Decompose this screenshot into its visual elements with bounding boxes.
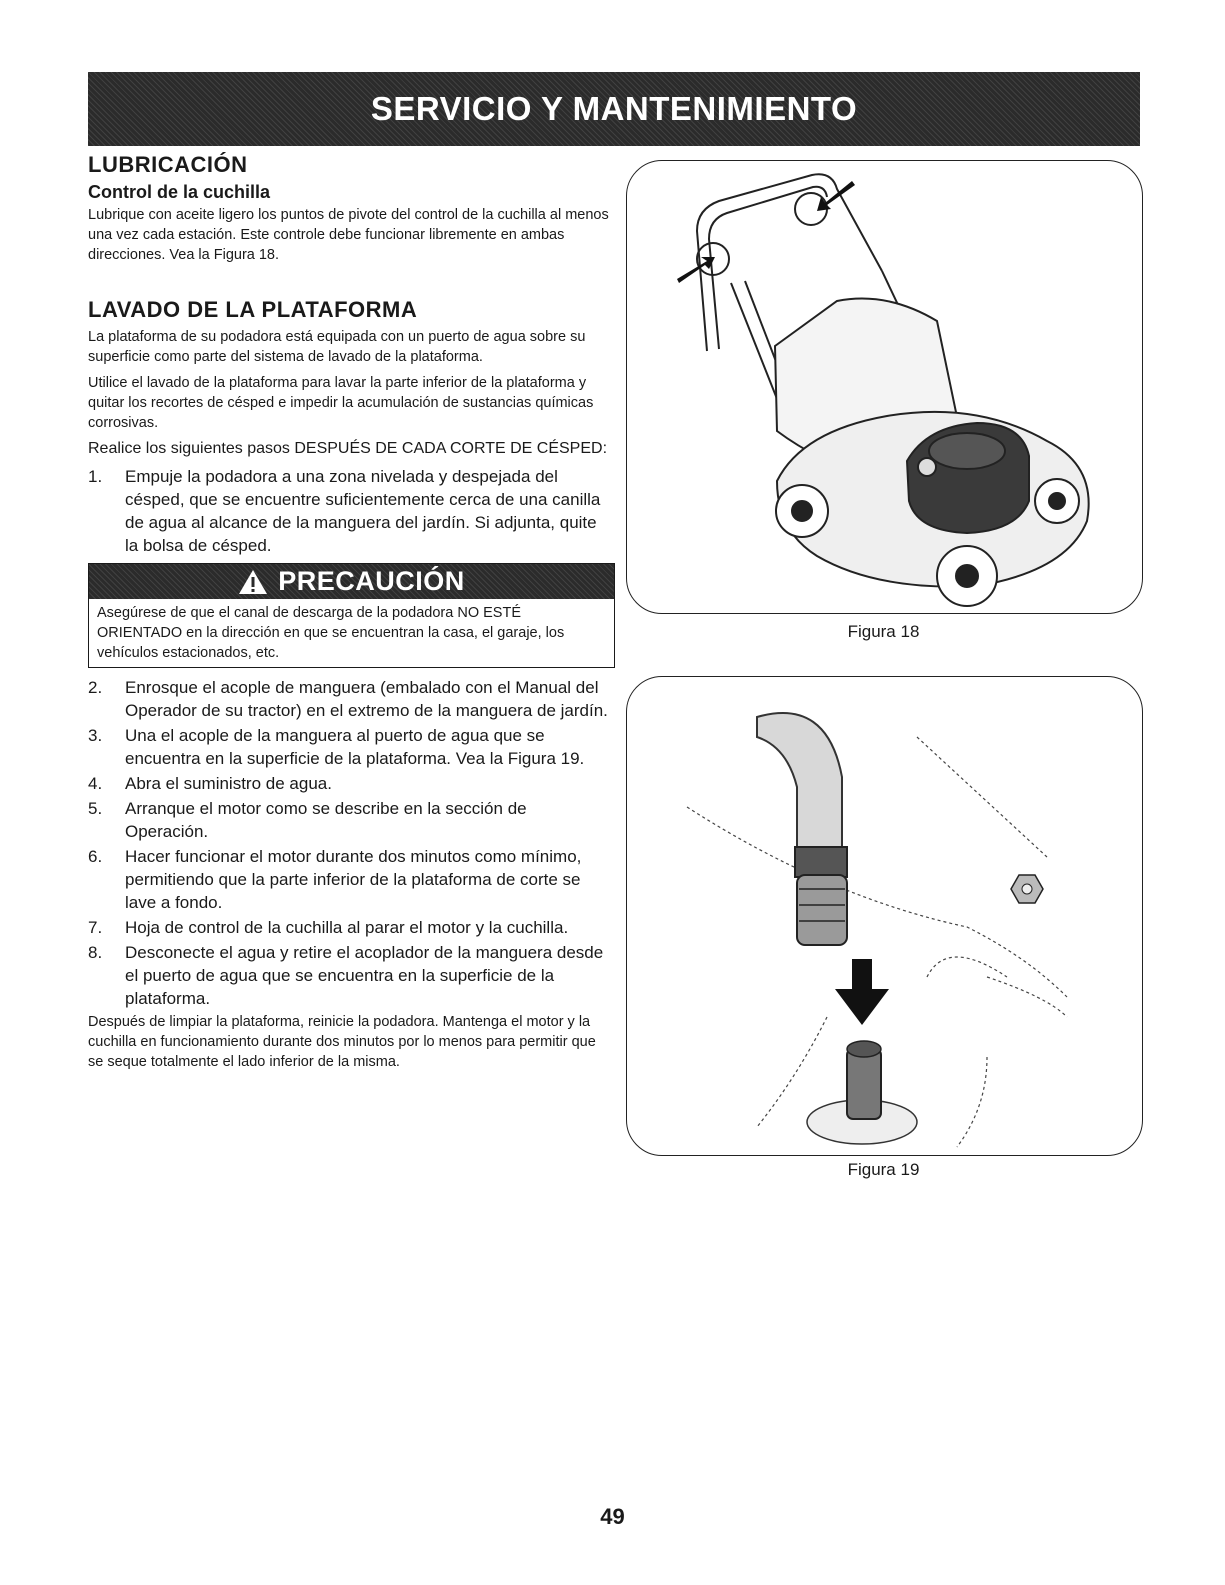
lawn-mower-illustration bbox=[627, 161, 1142, 613]
step-number: 7. bbox=[88, 918, 103, 937]
caution-title: PRECAUCIÓN bbox=[278, 566, 465, 596]
step-text: Empuje la podadora a una zona nivelada y despejada del césped, que se encuentre suficientemente cerca de una canilla de agua al alcance de la manguera del jardín. Si adjunta, quite la bolsa de césped. bbox=[125, 467, 601, 555]
steps-list-a bbox=[88, 465, 613, 557]
lubrication-text: Lubrique con aceite ligero los puntos de pivote del control de la cuchilla al menos una vez cada estación. Este controle debe funcionar libremente en ambas direcciones. Vea la Figura 18. bbox=[88, 207, 609, 263]
step-number: 3. bbox=[88, 726, 103, 745]
list-item bbox=[88, 724, 613, 770]
deck-wash-intro: La plataforma de su podadora está equipada con un puerto de agua sobre su superficie como parte del sistema de lavado de la plataforma. bbox=[88, 329, 586, 365]
list-item bbox=[88, 676, 613, 722]
figure-19-frame bbox=[626, 676, 1143, 1156]
warning-triangle-icon bbox=[238, 569, 268, 595]
list-item bbox=[88, 941, 613, 1010]
list-item bbox=[88, 772, 613, 795]
section-banner bbox=[88, 72, 1140, 146]
figure-18-frame bbox=[626, 160, 1143, 614]
step-text: Abra el suministro de agua. bbox=[125, 774, 332, 793]
deck-wash-lead: Realice los siguientes pasos DESPUÉS DE CADA CORTE DE CÉSPED: bbox=[88, 440, 608, 457]
deck-wash-closing: Después de limpiar la plataforma, reinicie la podadora. Mantenga el motor y la cuchilla en funcionamiento durante dos minutos por lo menos para permitir que se seque totalmente el lado inferior de la misma. bbox=[88, 1014, 596, 1070]
figure-18-caption: Figura 18 bbox=[847, 622, 920, 641]
deck-wash-heading: LAVADO DE LA PLATAFORMA bbox=[88, 297, 418, 322]
figure-19-caption: Figura 19 bbox=[847, 1160, 920, 1179]
deck-wash-purpose: Utilice el lavado de la plataforma para lavar la parte inferior de la plataforma y quitar los recortes de césped e impedir la acumulación de sustancias químicas corrosivas. bbox=[88, 375, 594, 431]
section-title: SERVICIO Y MANTENIMIENTO bbox=[370, 90, 858, 127]
step-number: 8. bbox=[88, 943, 103, 962]
hose-connector-illustration bbox=[627, 677, 1142, 1155]
list-item bbox=[88, 916, 613, 939]
step-text: Desconecte el agua y retire el acoplador de la manguera desde el puerto de agua que se encuentra en la superficie de la plataforma. bbox=[125, 943, 604, 1008]
step-text: Hoja de control de la cuchilla al parar el motor y la cuchilla. bbox=[125, 918, 569, 937]
step-number: 4. bbox=[88, 774, 103, 793]
caution-box bbox=[88, 563, 615, 668]
blade-control-subheading: Control de la cuchilla bbox=[88, 182, 271, 202]
step-text: Hacer funcionar el motor durante dos minutos como mínimo, permitiendo que la parte inferior de la plataforma de corte se lave a fondo. bbox=[125, 847, 582, 912]
page-number: 49 bbox=[600, 1504, 625, 1529]
caution-header bbox=[89, 564, 614, 599]
caution-text: Asegúrese de que el canal de descarga de la podadora NO ESTÉ ORIENTADO en la dirección en que se encuentran la casa, el garaje, los vehículos estacionados, etc. bbox=[97, 605, 565, 661]
step-text: Arranque el motor como se describe en la sección de Operación. bbox=[125, 799, 527, 841]
step-number: 1. bbox=[88, 467, 103, 486]
step-number: 6. bbox=[88, 847, 103, 866]
list-item bbox=[88, 465, 613, 557]
list-item bbox=[88, 797, 613, 843]
lubrication-heading: LUBRICACIÓN bbox=[88, 152, 248, 177]
step-text: Enrosque el acople de manguera (embalado con el Manual del Operador de su tractor) en el extremo de la manguera de jardín. bbox=[125, 678, 608, 720]
step-text: Una el acople de la manguera al puerto de agua que se encuentra en la superficie de la plataforma. Vea la Figura 19. bbox=[125, 726, 585, 768]
steps-list-b bbox=[88, 676, 613, 1010]
step-number: 2. bbox=[88, 678, 103, 697]
left-column bbox=[88, 152, 613, 1078]
list-item bbox=[88, 845, 613, 914]
step-number: 5. bbox=[88, 799, 103, 818]
